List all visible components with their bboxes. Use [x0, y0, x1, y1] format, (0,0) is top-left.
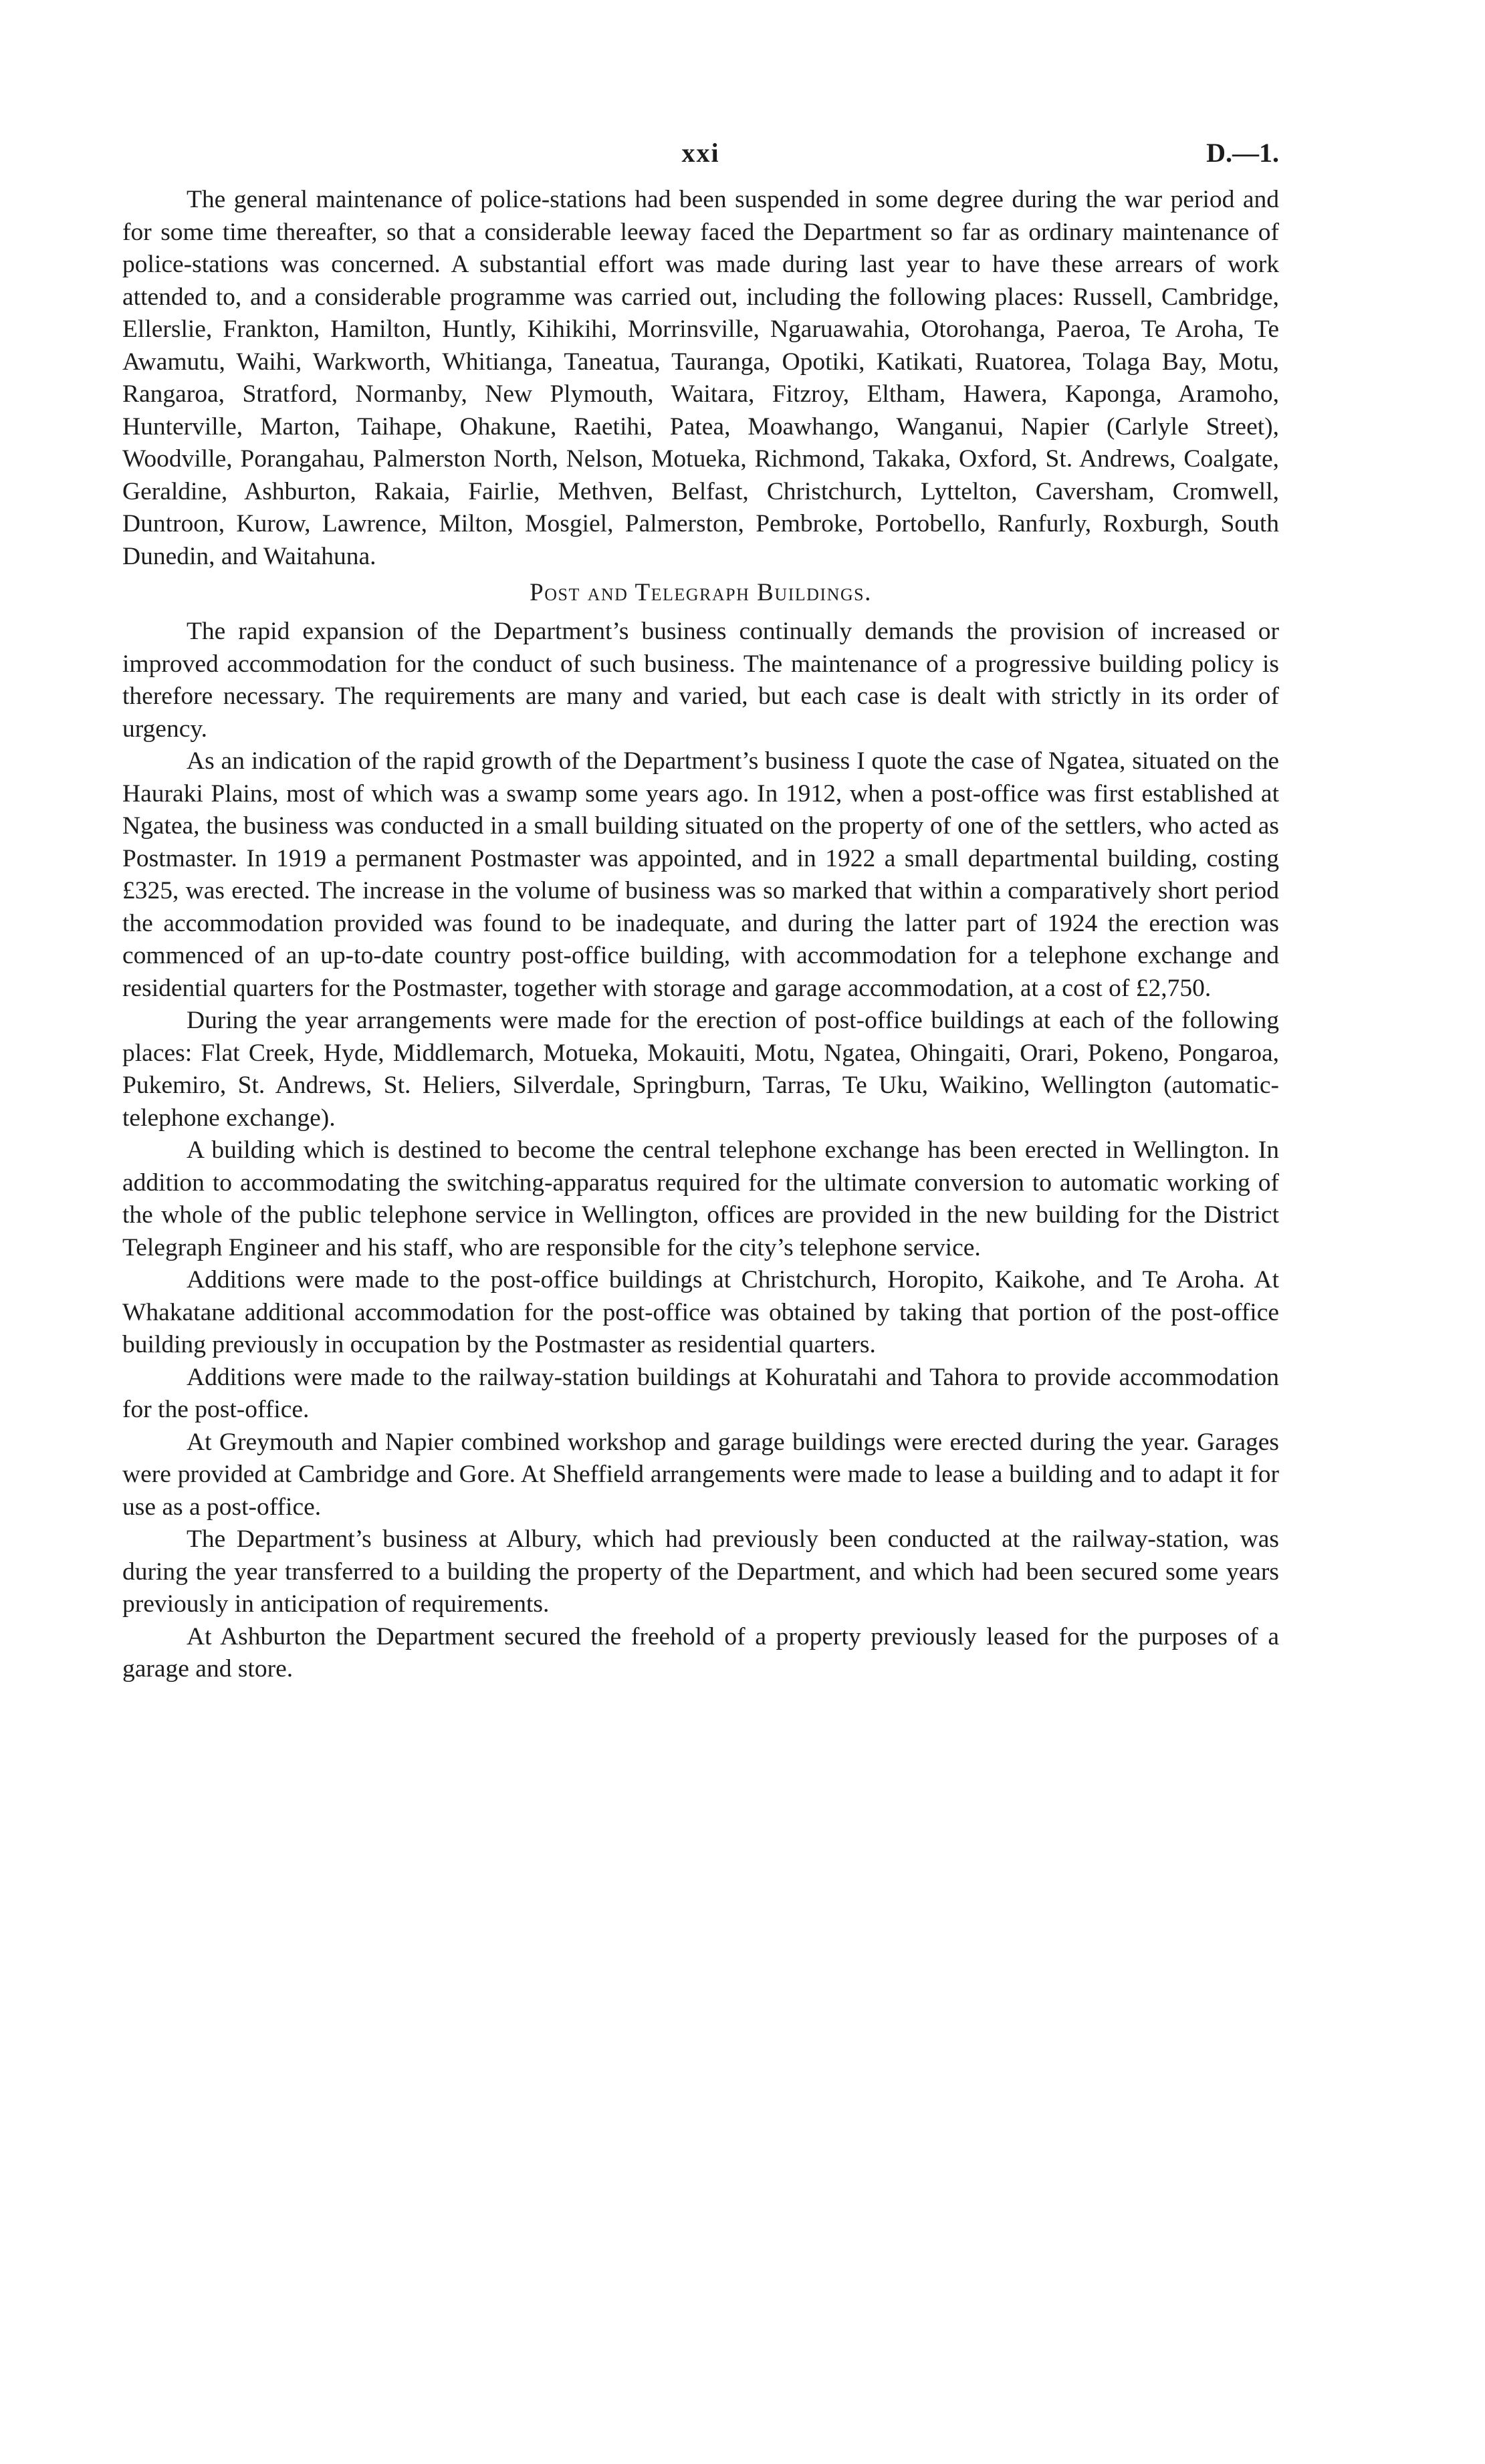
page-header — [122, 137, 1279, 184]
paragraph: Additions were made to the post-office buildings at Christchurch, Horopito, Kaikohe, and Te Aroha. At Whakatane additional accommodation for the post-office was obtained by taking that portion of the post-office building previously in occupation by the Postmaster as residential quarters. — [122, 1266, 1279, 1358]
document-reference: D.—1. — [1206, 138, 1279, 168]
paragraph: A building which is destined to become the central telephone exchange has been erected in Wellington. In addition to accommodating the switching-apparatus required for the ultimate conversion to automatic working of the whole of the public telephone service in Wellington, offices are provided in the new building for the District Telegraph Engineer and his staff, who are responsible for the city’s telephone service. — [122, 1136, 1279, 1261]
paragraph: The rapid expansion of the Department’s business continually demands the provision of increased or improved accommodation for the conduct of such business. The maintenance of a progressive building policy is therefore necessary. The requirements are many and varied, but each case is dealt with strictly in its order of urgency. — [122, 618, 1279, 743]
paragraph: At Greymouth and Napier combined workshop and garage buildings were erected during the year. Garages were provided at Cambridge and Gore. At Sheffield arrangements were made to lease a building and to adapt it for use as a post-office. — [122, 1428, 1279, 1521]
paragraph: As an indication of the rapid growth of the Department’s business I quote the case of Ngatea, situated on the Hauraki Plains, most of which was a swamp some years ago. In 1912, when a post-office was first established at Ngatea, the business was conducted in a small building situated on the property of one of the settlers, who acted as Postmaster. In 1919 a permanent Postmaster was appointed, and in 1922 a small departmental building, costing £325, was erected. The increase in the volume of business was so marked that within a comparatively short period the accommodation provided was found to be inadequate, and during the latter part of 1924 the erection was commenced of an up-to-date country post-office building, with accommodation for a telephone exchange and residential quarters for the Postmaster, together with storage and garage accommodation, at a cost of £2,750. — [122, 747, 1279, 1002]
paragraph: During the year arrangements were made for the erection of post-office buildings at each of the following places: Flat Creek, Hyde, Middlemarch, Motueka, Mokauiti, Motu, Ngatea, Ohingaiti, Orari, Pokeno, Pongaroa, Pukemiro, St. Andrews, St. Heliers, Silverdale, Springburn, Tarras, Te Uku, Waikino, Wellington (automatic-telephone exchange). — [122, 1007, 1279, 1132]
paragraph: At Ashburton the Department secured the freehold of a property previously leased for the purposes of a garage and store. — [122, 1622, 1279, 1683]
section-heading: Post and Telegraph Buildings. — [530, 579, 872, 606]
paragraph: Additions were made to the railway-station buildings at Kohuratahi and Tahora to provide accommodation for the post-office. — [122, 1363, 1279, 1423]
document-page — [122, 137, 1279, 1686]
paragraph-police-stations: The general maintenance of police-stations had been suspended in some degree during the war period and for some time thereafter, so that a considerable leeway faced the Department so far as ordinary maintenance of police-stations was concerned. A substantial effort was made during last year to have these arrears of work attended to, and a considerable programme was carried out, including the following places: Russell, Cambridge, Ellerslie, Frankton, Hamilton, Huntly, Kihikihi, Morrinsville, Ngaruawahia, Otorohanga, Paeroa, Te Aroha, Te Awamutu, Waihi, Warkworth, Whitianga, Taneatua, Tauranga, Opotiki, Katikati, Ruatorea, Tolaga Bay, Motu, Rangaroa, Stratford, Normanby, New Plymouth, Waitara, Fitzroy, Eltham, Hawera, Kaponga, Aramoho, Hunterville, Marton, Taihape, Ohakune, Raetihi, Patea, Moawhango, Wanganui, Napier (Carlyle Street), Woodville, Porangahau, Palmerston North, Nelson, Motueka, Richmond, Takaka, Oxford, St. Andrews, Coalgate, Geraldine, Ashburton, Rakaia, Fairlie, Methven, Belfast, Christchurch, Lyttelton, Caversham, Cromwell, Duntroon, Kurow, Lawrence, Milton, Mosgiel, Palmerston, Pembroke, Portobello, Ranfurly, Roxburgh, South Dunedin, and Waitahuna. — [122, 186, 1279, 570]
body-text — [122, 184, 1279, 1686]
page-number: xxi — [681, 138, 720, 168]
paragraph: The Department’s business at Albury, which had previously been conducted at the railway-station, was during the year transferred to a building the property of the Department, and which had been secured some years previously in anticipation of requirements. — [122, 1525, 1279, 1618]
